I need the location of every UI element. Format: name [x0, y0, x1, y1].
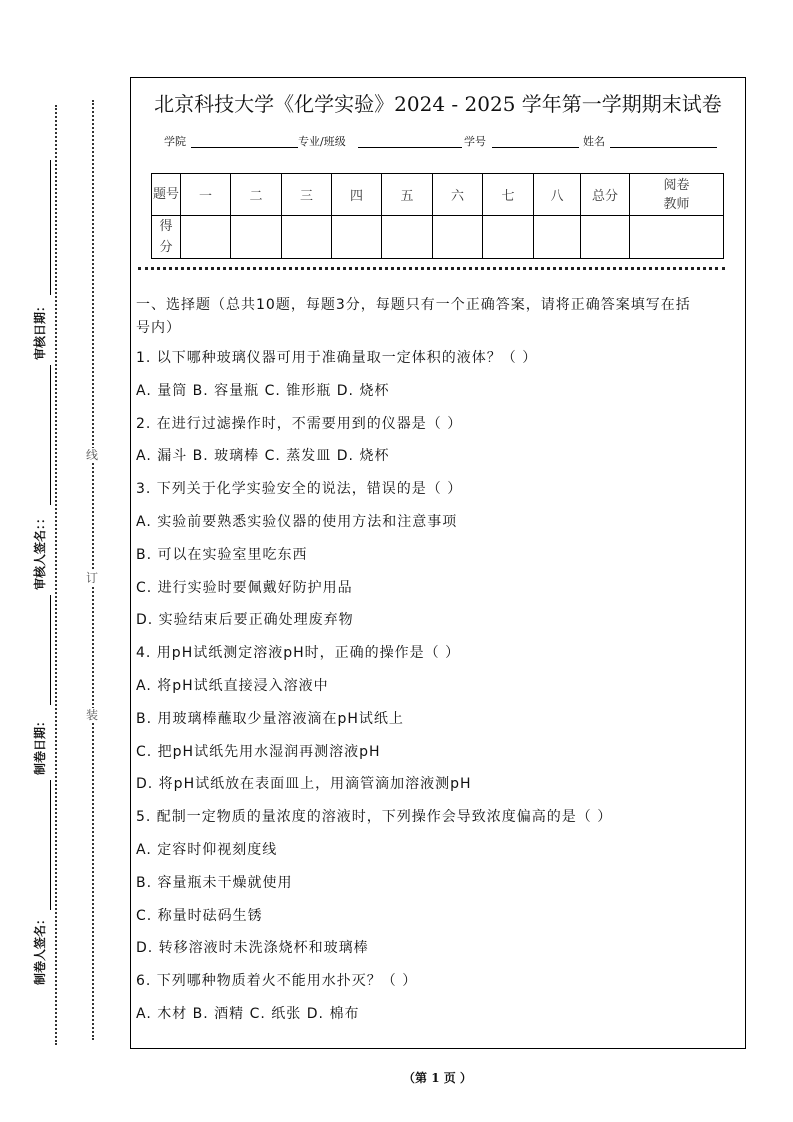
make-date-label: 制卷日期：: [33, 714, 47, 775]
answer-option: D. 将pH试纸放在表面皿上，用滴管滴加溶液测pH: [136, 776, 472, 793]
cell-header-total: 总分: [581, 174, 630, 216]
maker-signature-label: 制卷人签名：: [33, 912, 47, 985]
answer-option: A. 定容时仰视刻度线: [136, 842, 278, 858]
cell-header: 一: [181, 174, 231, 216]
cell-header: 八: [534, 174, 581, 216]
name-input[interactable]: [610, 147, 717, 148]
reviewer-signature-label: 审核人签名：：: [33, 511, 47, 590]
answer-option: A. 实验前要熟悉实验仪器的使用方法和注意事项: [136, 514, 458, 530]
score-cell[interactable]: [483, 216, 534, 259]
answer-option: A. 漏斗 B. 玻璃棒 C. 蒸发皿 D. 烧杯: [136, 448, 390, 465]
question-stem: 4. 用pH试纸测定溶液pH时，正确的操作是（ ）: [136, 645, 461, 662]
score-cell[interactable]: [433, 216, 483, 259]
score-cell[interactable]: [231, 216, 282, 259]
exam-content-box: [130, 77, 746, 1049]
answer-option: C. 把pH试纸先用水湿润再测溶液pH: [136, 743, 381, 760]
major-class-input[interactable]: [358, 147, 462, 148]
cell-header: 六: [433, 174, 483, 216]
answer-option: A. 木材 B. 酒精 C. 纸张 D. 棉布: [136, 1006, 360, 1022]
question-stem: 1. 以下哪种玻璃仪器可用于准确量取一定体积的液体？（ ）: [136, 350, 538, 366]
score-cell-total[interactable]: [581, 216, 630, 259]
score-cell[interactable]: [534, 216, 581, 259]
score-cell[interactable]: [181, 216, 231, 259]
review-date-line[interactable]: [50, 160, 51, 295]
cell-header: 三: [282, 174, 332, 216]
question-stem: 6. 下列哪种物质着火不能用水扑灭？（ ）: [136, 973, 418, 990]
maker-signature-line[interactable]: [50, 780, 51, 910]
make-date-line[interactable]: [50, 595, 51, 705]
college-input[interactable]: [191, 147, 298, 148]
score-table-header-row: [152, 174, 724, 216]
cell-question-no: 题号: [152, 174, 181, 216]
page-number: （第 1 页 ）: [403, 1071, 472, 1085]
answer-option: C. 进行实验时要佩戴好防护用品: [136, 579, 353, 596]
answer-option: B. 用玻璃棒蘸取少量溶液滴在pH试纸上: [136, 710, 404, 727]
college-label: 学院: [164, 135, 186, 148]
cell-header: 七: [483, 174, 534, 216]
score-cell[interactable]: [382, 216, 433, 259]
answer-option: B. 容量瓶未干燥就使用: [136, 874, 293, 891]
dotted-cut-line: [55, 105, 57, 1045]
signature-margin: [28, 155, 48, 985]
score-cell[interactable]: [332, 216, 382, 259]
score-cell[interactable]: [282, 216, 332, 259]
question-stem: 2. 在进行过滤操作时，不需要用到的仪器是（ ）: [136, 415, 463, 432]
section-heading: 一、选择题（总共10题，每题3分，每题只有一个正确答案，请将正确答案填写在括: [136, 297, 691, 313]
name-label: 姓名: [583, 135, 605, 148]
answer-option: A. 将pH试纸直接浸入溶液中: [136, 678, 329, 694]
question-stem: 5. 配制一定物质的量浓度的溶液时，下列操作会导致浓度偏高的是（ ）: [136, 809, 613, 826]
binding-mark-ding: 订: [86, 571, 99, 585]
reviewer-signature-line[interactable]: [50, 365, 51, 505]
cell-header: 二: [231, 174, 282, 216]
cell-header: 五: [382, 174, 433, 216]
score-row: [152, 216, 724, 259]
answer-option: D. 转移溶液时未洗涤烧杯和玻璃棒: [136, 940, 369, 957]
dotted-separator: [138, 267, 725, 270]
major-class-label: 专业/班级: [298, 135, 346, 148]
answer-option: C. 称量时砝码生锈: [136, 907, 263, 924]
score-cell-grader[interactable]: [630, 216, 724, 259]
binding-mark-zhuang: 装: [86, 708, 99, 722]
section-heading-cont: 号内）: [136, 320, 181, 336]
answer-option: D. 实验结束后要正确处理废弃物: [136, 612, 354, 629]
cell-score-label: 得分: [152, 216, 181, 259]
question-stem: 3. 下列关于化学实验安全的说法，错误的是（ ）: [136, 481, 463, 498]
score-table: [151, 173, 724, 259]
binding-mark-xian: 线: [86, 448, 99, 462]
exam-title: 北京科技大学《化学实验》2024 - 2025 学年第一学期期末试卷: [154, 92, 722, 116]
student-id-input[interactable]: [492, 147, 579, 148]
cell-header-grader: 阅卷教师: [630, 174, 724, 216]
review-date-label: 审核日期：: [33, 299, 47, 360]
answer-option: B. 可以在实验室里吃东西: [136, 546, 308, 563]
cell-header: 四: [332, 174, 382, 216]
binding-line: [92, 100, 94, 1040]
student-id-label: 学号: [464, 135, 486, 148]
answer-option: A. 量筒 B. 容量瓶 C. 锥形瓶 D. 烧杯: [136, 382, 390, 399]
